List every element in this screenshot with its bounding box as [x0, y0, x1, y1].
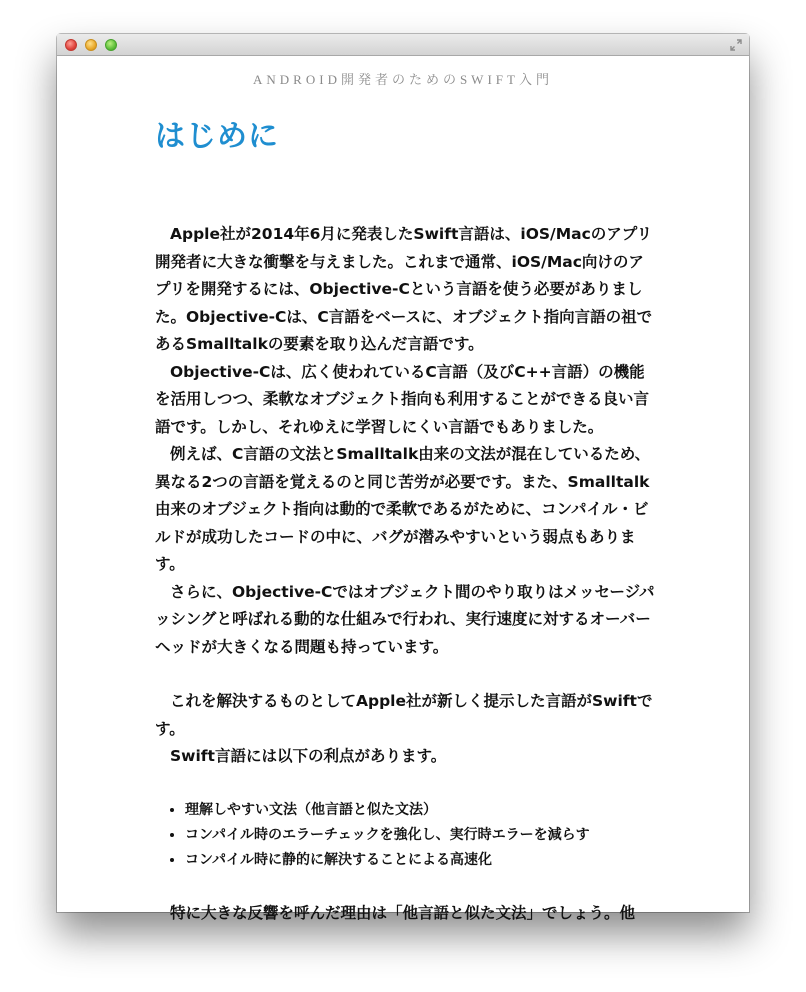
body-paragraph: 特に大きな反響を呼んだ理由は「他言語と似た文法」でしょう。他: [170, 903, 636, 922]
body-paragraph: Apple社が2014年6月に発表したSwift言語は、iOS/Macのアプリ開発者に大きな衝撃を与えました。これまで通常、iOS/Mac向けのアプリを開発するには、Objective-Cという言語を使う必要がありました。Objective-Cは、C言語をベースに、オブジェクト指向言語の祖であるSmalltalkの要素を取り込んだ言語です。: [155, 225, 653, 353]
paragraph-gap: [155, 771, 655, 798]
chapter-body: [155, 221, 655, 927]
list-item: • コンパイル時のエラーチェックを強化し、実行時エラーを減らす: [185, 823, 655, 848]
body-paragraph: さらに、Objective-Cではオブジェクト間のやり取りはメッセージパッシングと呼ばれる動的な仕組みで行われ、実行速度に対するオーバーヘッドが大きくなる問題も持っています。: [155, 582, 655, 656]
zoom-button[interactable]: [105, 39, 117, 51]
minimize-button[interactable]: [85, 39, 97, 51]
paragraph-gap: [155, 661, 655, 688]
reader-window: [57, 34, 749, 922]
paragraph-gap: [155, 873, 655, 900]
running-header: ANDROID開発者のためのSWIFT入門: [253, 72, 553, 87]
body-paragraph: これを解決するものとしてApple社が新しく提示した言語がSwiftです。: [155, 692, 653, 738]
body-paragraph: 例えば、C言語の文法とSmalltalk由来の文法が混在しているため、異なる2つの言語を覚えるのと同じ苦労が必要です。また、Smalltalk由来のオブジェクト指向は動的で柔軟であるがために、コンパイル・ビルドが成功したコードの中に、バグが潜みやすいという弱点もあります。: [155, 445, 651, 573]
advantages-list: [155, 798, 655, 873]
fullscreen-arrows-icon[interactable]: [729, 38, 743, 52]
close-button[interactable]: [65, 39, 77, 51]
chapter-title: はじめに: [155, 119, 279, 154]
body-paragraph: Swift言語には以下の利点があります。: [170, 747, 447, 765]
list-item: • コンパイル時に静的に解決することによる高速化: [185, 848, 655, 873]
title-bar[interactable]: [57, 34, 749, 56]
body-paragraph: Objective-Cは、広く使われているC言語（及びC++言語）の機能を活用しつつ、柔軟なオブジェクト指向も利用することができる良い言語です。しかし、それゆえに学習しにくい言語でもありました。: [155, 362, 649, 436]
book-page[interactable]: [57, 56, 749, 922]
list-item: • 理解しやすい文法（他言語と似た文法）: [185, 798, 655, 823]
